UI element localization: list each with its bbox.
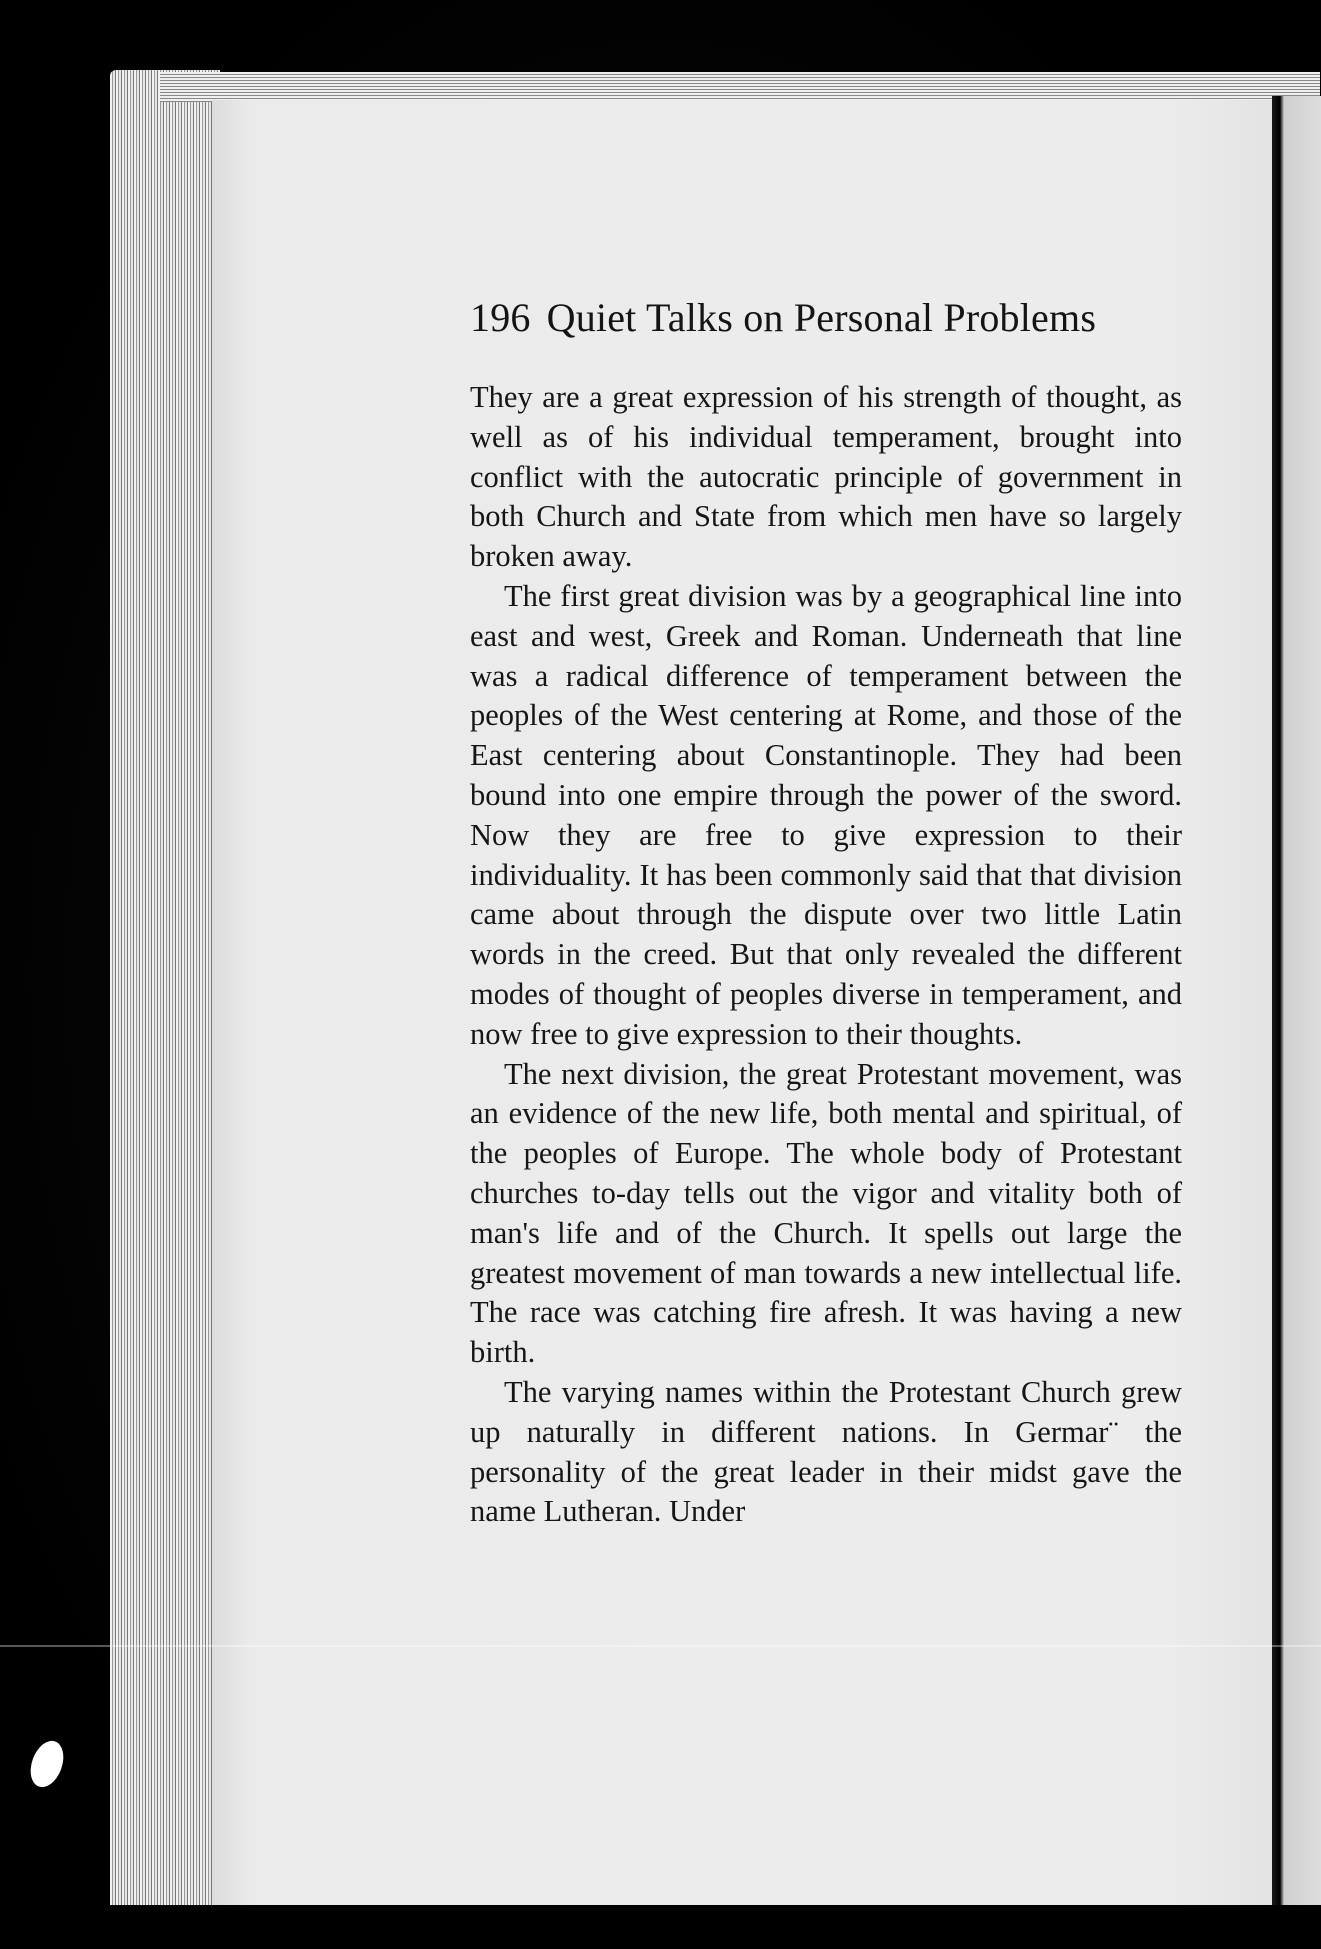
bottom-shadow	[0, 1905, 1321, 1949]
running-title: Quiet Talks on Personal Problems	[546, 295, 1097, 340]
paragraph: The varying names within the Protestant Church grew up naturally in different nations. In Germar¨ the personality of the great leader in their midst gave the name Lutheran. Under	[470, 1374, 1182, 1529]
top-page-edges	[160, 72, 1320, 102]
facing-page-edge	[1272, 96, 1321, 1916]
scan-artifact-line	[0, 1645, 1321, 1647]
stacked-page-edges	[110, 70, 220, 1940]
running-header	[470, 294, 1170, 350]
body-text	[470, 378, 1182, 1532]
paragraph: The first great division was by a geographical line into east and west, Greek and Roman. Underneath that line was a radical difference of temperament between the peoples of the West centering at Rome, and those of the East centering about Constantinople. They had been bound into one empire through the power of the sword. Now they are free to give expression to their individuality. It has been commonly said that that division came about through the dispute over two little Latin words in the creed. But that only revealed the different modes of thought of peoples diverse in temperament, and now free to give expression to their thoughts.	[470, 578, 1182, 1051]
paragraph: The next division, the great Protestant movement, was an evidence of the new life, both mental and spiritual, of the peoples of Europe. The whole body of Protestant churches to-day tells out the vigor and vitality both of man's life and of the Church. It spells out large the greatest movement of man towards a new intellectual life. The race was catching fire afresh. It was having a new birth.	[470, 1056, 1182, 1370]
page-number: 196	[470, 295, 531, 340]
paragraph: They are a great expression of his strength of thought, as well as of his individual temperament, brought into conflict with the autocratic principle of government in both Church and State from which men have so largely broken away.	[470, 380, 1182, 574]
